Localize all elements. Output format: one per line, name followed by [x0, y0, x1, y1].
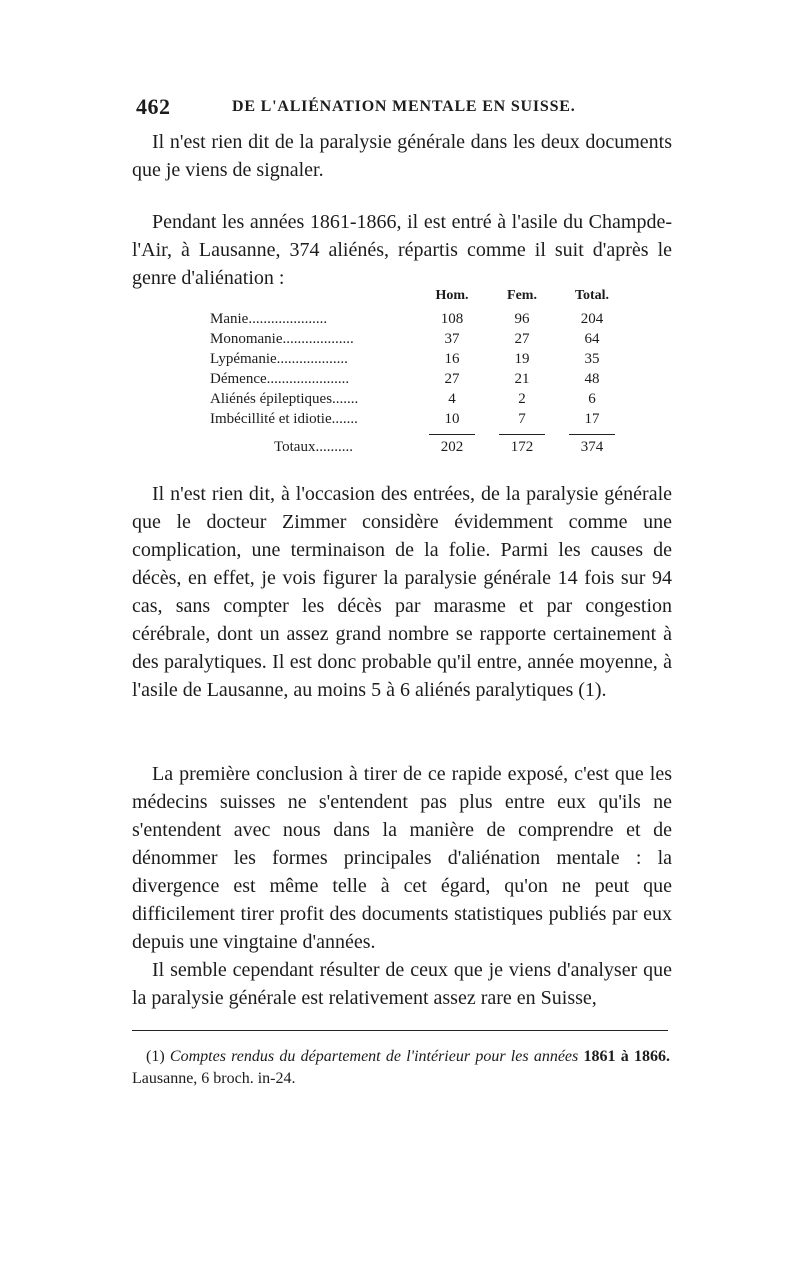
column-header-hom: Hom.	[435, 288, 469, 303]
footnote	[132, 1046, 670, 1090]
cell-fem: 2	[518, 391, 526, 407]
sum-rule-hom	[429, 434, 475, 435]
paragraph-3: Il n'est rien dit, à l'occasion des entrées, de la paralysie générale que le docteur Zimmer considère évidemment comme une complication, une terminaison de la folie. Parmi les causes de décès, en effet, je vois figurer la paralysie générale 14 fois sur 94 cas, sans compter les décès par marasme et par congestion cérébrale, dont un assez grand nombre se rapporte certainement à des paralytiques. Il est donc probable qu'il entre, année moyenne, à l'asile de Lausanne, au moins 5 à 6 aliénés paralytiques (1).	[132, 483, 672, 701]
footnote-title: Comptes rendus du département de l'intérieur pour les années	[169, 1048, 579, 1065]
footnote-years: 1861 à 1866.	[583, 1048, 671, 1065]
paragraph-1: Il n'est rien dit de la paralysie générale dans les deux documents que je viens de signaler.	[132, 131, 672, 181]
cell-fem: 27	[514, 331, 530, 347]
footnote-marker: (1)	[146, 1048, 165, 1065]
cell-hom: 108	[440, 311, 464, 327]
cell-hom: 37	[444, 331, 460, 347]
table-row	[210, 350, 610, 370]
table-row	[210, 330, 610, 350]
cell-fem: 21	[514, 371, 530, 387]
footnote-publication: Lausanne, 6 broch. in-24.	[132, 1070, 296, 1087]
sum-rule-total	[569, 434, 615, 435]
total-hom: 202	[440, 439, 464, 455]
table-row	[210, 410, 610, 430]
cell-fem: 7	[518, 411, 526, 427]
paragraph-5: Il semble cependant résulter de ceux que je viens d'analyser que la paralysie générale est relativement assez rare en Suisse,	[132, 959, 672, 1009]
cell-total: 48	[584, 371, 600, 387]
column-header-fem: Fem.	[507, 288, 537, 303]
paragraph-2: Pendant les années 1861-1866, il est entré à l'asile du Champde-l'Air, à Lausanne, 374 aliénés, répartis comme il suit d'après le genre d'aliénation :	[132, 211, 672, 289]
cell-fem: 96	[514, 311, 530, 327]
cell-fem: 19	[514, 351, 530, 367]
table-row	[210, 370, 610, 390]
row-label: Monomanie...................	[210, 331, 354, 347]
row-label: Démence......................	[210, 371, 350, 387]
table-body	[210, 310, 610, 430]
row-label: Lypémanie...................	[210, 351, 348, 367]
totals-row	[210, 438, 610, 458]
total-total: 374	[580, 439, 604, 455]
row-label: Manie.....................	[210, 311, 328, 327]
totals-label: Totaux..........	[274, 439, 353, 455]
cell-total: 6	[588, 391, 596, 407]
cell-total: 17	[584, 411, 600, 427]
sum-rule-fem	[499, 434, 545, 435]
page-header	[136, 94, 676, 122]
table-row	[210, 310, 610, 330]
cell-total: 64	[584, 331, 600, 347]
paragraph-4: La première conclusion à tirer de ce rapide exposé, c'est que les médecins suisses ne s'entendent pas plus entre eux qu'ils ne s'entendent avec nous dans la manière de comprendre et de dénommer les formes principales d'aliénation mentale : la divergence est même telle à cet égard, qu'on ne peut que difficilement tirer profit des documents statistiques publiés par eux depuis une vingtaine d'années.	[132, 763, 672, 953]
cell-total: 35	[584, 351, 600, 367]
cell-hom: 27	[444, 371, 460, 387]
cell-hom: 16	[444, 351, 460, 367]
table-row	[210, 390, 610, 410]
row-label: Imbécillité et idiotie.......	[210, 411, 358, 427]
total-fem: 172	[510, 439, 534, 455]
cell-total: 204	[580, 311, 604, 327]
page-number: 462	[136, 94, 171, 119]
cell-hom: 4	[448, 391, 456, 407]
column-header-total: Total.	[574, 288, 610, 303]
cell-hom: 10	[444, 411, 460, 427]
row-label: Aliénés épileptiques.......	[210, 391, 359, 407]
footnote-rule	[132, 1030, 668, 1031]
running-title: DE L'ALIÉNATION MENTALE EN SUISSE.	[232, 98, 576, 115]
